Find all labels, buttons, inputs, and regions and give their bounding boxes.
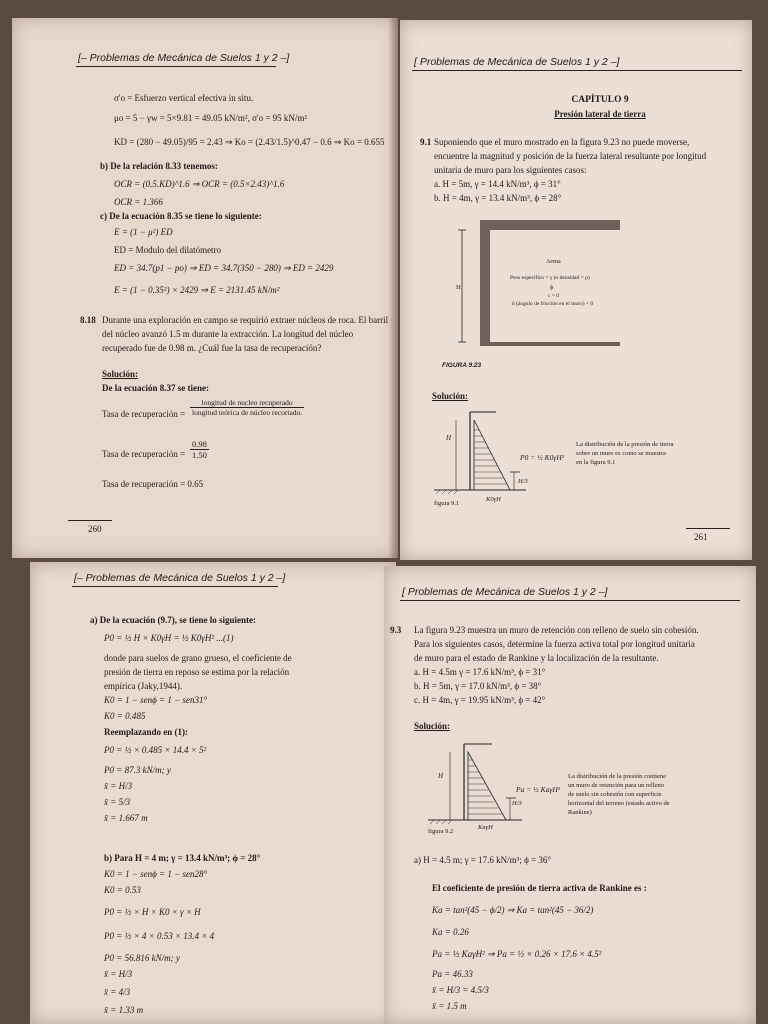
equation: x̄ = 1.33 m <box>104 1005 144 1015</box>
equation: P0 = ½ H × K0γH = ½ K0γH² ...(1) <box>104 633 234 643</box>
fraction-numerator: longitud de nucleo recuperado <box>190 398 304 408</box>
footer-rule <box>686 528 730 529</box>
chapter-number: CAPÍTULO 9 <box>571 95 629 105</box>
section-heading: c) De la ecuación 8.35 se tiene lo siguiente: <box>100 211 262 221</box>
header-rule <box>400 600 740 601</box>
solution-heading: Solución: <box>102 369 139 379</box>
tasa-result: Tasa de recuperación = 0.65 <box>102 479 204 489</box>
equation: K0 = 1 − senϕ = 1 − sen31° <box>104 695 208 705</box>
equation: Ka = tan²(45 − ϕ/2) ⇒ Ka = tan²(45 − 36/2) <box>432 905 594 915</box>
problem-text: de muro para el estado de Rankine y la localización de la resultante. <box>414 653 659 663</box>
equation: x̄ = 4/3 <box>104 987 131 997</box>
problem-number: 8.18 <box>80 315 96 325</box>
equation: E = (1 − μ²) ED <box>114 227 173 237</box>
text-line: presión de tierra en reposo se estima por la relación <box>104 667 290 677</box>
figure-label-delta: δ (ángulo de fricción en el muro) = 0 <box>512 301 594 307</box>
figure-description: sobre un muro es como se muestra <box>576 450 666 457</box>
problem-number: 9.3 <box>390 625 402 635</box>
equation: x̄ = 5/3 <box>104 797 131 807</box>
fraction <box>190 398 304 417</box>
equation-reference: De la ecuación 8.37 se tiene: <box>102 383 209 393</box>
text-line: KD = (280 − 49.05)/95 = 2.43 ⇒ Ko = (2.43/1.5)^0.47 − 0.6 ⇒ Ko = 0.655 <box>114 137 385 147</box>
problem-text: del núcleo avanzó 1.5 m durante la extracción. La longitud del núcleo <box>102 329 354 339</box>
problem-text: unitaria de muro para los siguientes casos: <box>434 165 587 175</box>
section-heading: El coeficiente de presión de tierra activa de Rankine es : <box>432 883 647 893</box>
page-header: [– Problemas de Mecánica de Suelos 1 y 2 –] <box>78 52 290 64</box>
equation: ED = 34.7(p1 − po) ⇒ ED = 34.7(350 − 280) ⇒ ED = 2429 <box>114 263 334 273</box>
figure-equation: Pa = ½ KaγH² <box>516 785 561 794</box>
figure-label-h: H <box>446 434 452 442</box>
equation: x̄ = 1.5 m <box>432 1001 467 1011</box>
figure-description: La distribución de la presión contiene <box>568 773 667 780</box>
problem-text: encuentre la magnitud y posición de la fuerza lateral resultante por longitud <box>434 151 707 161</box>
figure-description: horizontal del terreno (estado activo de <box>568 800 670 807</box>
page-number: 261 <box>694 532 708 542</box>
text-line: μo = 5 − γw = 5×9.81 = 49.05 kN/m², σ'o = 95 kN/m² <box>114 113 308 123</box>
case-b: b. H = 4m, γ = 13.4 kN/m³, ϕ = 28° <box>434 193 562 203</box>
page-header: [ Problemas de Mecánica de Suelos 1 y 2 –] <box>402 586 608 598</box>
page-261 <box>400 20 752 560</box>
figure-label-peso: Peso específico = γ (o densidad = ρ) <box>510 275 590 281</box>
chapter-title: Presión lateral de tierra <box>554 109 646 119</box>
fraction-numerator: 0.98 <box>192 439 207 449</box>
section-heading: a) De la ecuación (9.7), se tiene lo siguiente: <box>90 615 256 625</box>
figure-caption: figura 9.1 <box>434 500 460 507</box>
page-header: [ Problemas de Mecánica de Suelos 1 y 2 –] <box>414 56 620 68</box>
figure-label-c: c = 0 <box>548 293 560 299</box>
page-bottom-left <box>30 562 396 1024</box>
equation: P0 = 56.816 kN/m; y <box>104 953 180 963</box>
tasa-label: Tasa de recuperación = <box>102 409 186 419</box>
case-a: a. H = 5m, γ = 14.4 kN/m³, ϕ = 31° <box>434 179 561 189</box>
solution-heading: Solución: <box>432 391 469 401</box>
equation: P0 = 87.3 kN/m; y <box>104 765 171 775</box>
section-heading: Reemplazando en (1): <box>104 727 188 737</box>
page-number: 260 <box>88 524 102 534</box>
page-bottom-right <box>384 566 756 1024</box>
figure-description: de suelo sin cohesión con superficie <box>568 791 662 798</box>
problem-text: Para los siguientes casos, determine la fuerza activa total por longitud unitaria <box>414 639 695 649</box>
tasa-label: Tasa de recuperación = <box>102 449 186 459</box>
figure-label-arena: Arena <box>546 259 561 265</box>
problem-number: 9.1 <box>420 137 432 147</box>
text-line: donde para suelos de grano grueso, el coeficiente de <box>104 653 292 663</box>
header-rule <box>72 586 278 587</box>
section-heading: b) Para H = 4 m; γ = 13.4 kN/m³; ϕ = 28° <box>104 853 261 863</box>
text-line: empírica (Jaky,1944). <box>104 681 183 691</box>
equation: x̄ = H/3 <box>104 781 133 791</box>
equation: Ka = 0.26 <box>432 927 469 937</box>
figure-description: La distribución de la presión de tierra <box>576 441 674 448</box>
equation: Pa = ½ KaγH² ⇒ Pa = ½ × 0.26 × 17.6 × 4.5² <box>432 949 602 959</box>
figure-description: Rankine) <box>568 809 592 816</box>
footer-rule <box>68 520 112 521</box>
figure-label-base: K0γH <box>486 496 501 503</box>
figure-9-1 <box>430 406 590 510</box>
equation: OCR = 1.366 <box>114 197 163 207</box>
equation: x̄ = 1.667 m <box>104 813 148 823</box>
figure-caption: figura 9.2 <box>428 828 454 835</box>
page-260 <box>12 18 398 558</box>
figure-description: en la figura 9.1 <box>576 459 616 466</box>
equation: Pa = 46.33 <box>432 969 473 979</box>
equation: OCR = (0.5.KD)^1.6 ⇒ OCR = (0.5×2.43)^1.6 <box>114 179 285 189</box>
figure-description: un muro de retención para un relleno <box>568 782 665 789</box>
problem-text: Suponiendo que el muro mostrado en la figura 9.23 no puede moverse, <box>434 137 690 147</box>
section-heading: b) De la relación 8.33 tenemos: <box>100 161 218 171</box>
text-line: σ'o = Esfuerzo vertical efectiva in situ. <box>114 93 254 103</box>
fraction <box>190 439 209 460</box>
fraction-denominator: longitud teórica de núcleo recortado. <box>192 408 303 417</box>
equation: P0 = ½ × 4 × 0.53 × 13.4 × 4 <box>104 931 215 941</box>
equation: x̄ = H/3 <box>104 969 133 979</box>
equation: K0 = 0.485 <box>104 711 146 721</box>
book-spine-shadow <box>388 18 398 558</box>
solution-heading: Solución: <box>414 721 451 731</box>
equation: x̄ = H/3 = 4.5/3 <box>432 985 489 995</box>
problem-text: recuperado fue de 0.98 m. ¿Cuál fue la tasa de recuperación? <box>102 343 322 353</box>
equation: E = (1 − 0.35²) × 2429 ⇒ E = 2131.45 kN/m² <box>114 285 280 295</box>
problem-text: La figura 9.23 muestra un muro de retención con relleno de suelo sin cohesión. <box>414 625 699 635</box>
figure-label-h3: H/3 <box>518 478 528 485</box>
figure-label-h3: H/3 <box>512 800 522 807</box>
figure-equation: P0 = ½ K0γH² <box>520 453 565 462</box>
figure-label-phi: ϕ <box>550 285 554 291</box>
problem-text: Durante una exploración en campo se requirió extraer núcleos de roca. El barril <box>102 315 389 325</box>
fraction-denominator: 1.50 <box>192 450 207 460</box>
header-rule <box>412 70 742 71</box>
header-rule <box>76 66 276 67</box>
figure-label-base: KaγH <box>478 824 493 831</box>
case-item: b. H = 5m, γ = 17.0 kN/m³, ϕ = 38° <box>414 681 542 691</box>
figure-label-h: H <box>456 284 461 291</box>
case-item: c. H = 4m, γ = 19.95 kN/m³, ϕ = 42° <box>414 695 546 705</box>
figure-label-h: H <box>438 772 444 780</box>
case-item: a. H = 4.5m γ = 17.6 kN/m³, ϕ = 31° <box>414 667 546 677</box>
text-line: ED = Modulo del dilatómetro <box>114 245 222 255</box>
equation: K0 = 1 − senϕ = 1 − sen28° <box>104 869 208 879</box>
equation: P0 = ½ × 0.485 × 14.4 × 5² <box>104 745 207 755</box>
figure-caption: FIGURA 9.23 <box>442 362 482 369</box>
section-heading: a) H = 4.5 m; γ = 17.6 kN/m³; ϕ = 36° <box>414 855 551 865</box>
figure-9-23 <box>440 216 640 358</box>
equation: P0 = ½ × H × K0 × γ × H <box>104 907 201 917</box>
equation: K0 = 0.53 <box>104 885 141 895</box>
page-header: [– Problemas de Mecánica de Suelos 1 y 2 –] <box>74 572 286 584</box>
